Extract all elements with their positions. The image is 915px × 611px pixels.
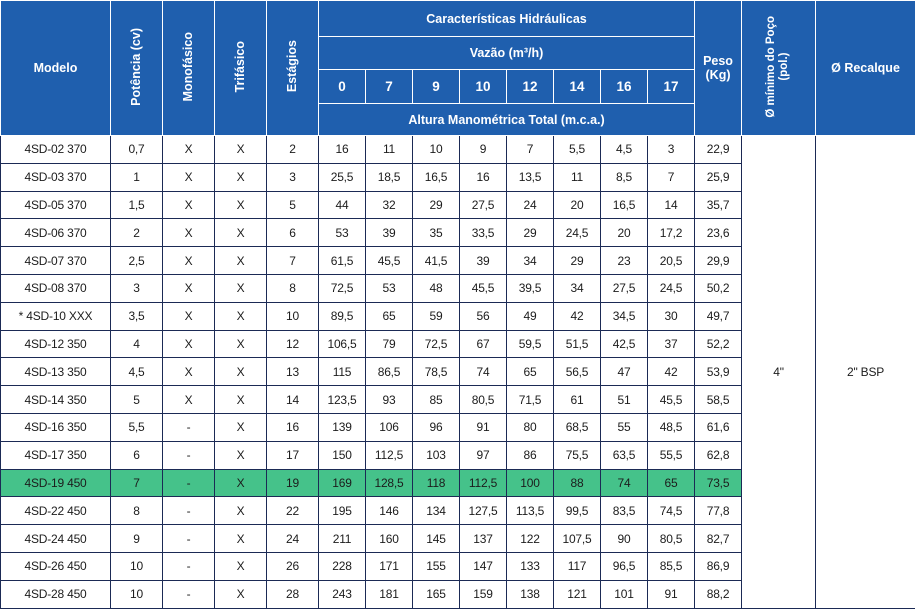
cell-monofasico: X xyxy=(163,219,215,247)
header-caracteristicas-hidraulicas: Características Hidráulicas xyxy=(319,1,695,37)
cell-altura: 25,5 xyxy=(319,163,366,191)
cell-altura: 7 xyxy=(507,136,554,164)
header-recalque: Ø Recalque xyxy=(816,1,915,136)
cell-altura: 106 xyxy=(366,413,413,441)
cell-altura: 32 xyxy=(366,191,413,219)
header-poco-label xyxy=(765,16,791,118)
cell-potencia: 3,5 xyxy=(111,302,163,330)
cell-monofasico: - xyxy=(163,525,215,553)
cell-trifasico: X xyxy=(215,497,267,525)
cell-trifasico: X xyxy=(215,302,267,330)
cell-altura: 17,2 xyxy=(648,219,695,247)
header-estagios xyxy=(267,1,319,136)
cell-altura: 112,5 xyxy=(366,441,413,469)
cell-altura: 51,5 xyxy=(554,330,601,358)
cell-altura: 139 xyxy=(319,413,366,441)
cell-potencia: 5 xyxy=(111,386,163,414)
cell-altura: 20 xyxy=(601,219,648,247)
cell-monofasico: X xyxy=(163,386,215,414)
cell-altura: 5,5 xyxy=(554,136,601,164)
cell-altura: 34,5 xyxy=(601,302,648,330)
table-row xyxy=(1,136,915,164)
cell-monofasico: - xyxy=(163,413,215,441)
cell-altura: 65 xyxy=(366,302,413,330)
cell-altura: 20 xyxy=(554,191,601,219)
cell-trifasico: X xyxy=(215,136,267,164)
header-flow-7: 17 xyxy=(648,70,695,104)
cell-monofasico: - xyxy=(163,469,215,497)
cell-altura: 16 xyxy=(319,136,366,164)
cell-altura: 42,5 xyxy=(601,330,648,358)
cell-estagios: 26 xyxy=(267,552,319,580)
cell-altura: 113,5 xyxy=(507,497,554,525)
cell-altura: 75,5 xyxy=(554,441,601,469)
cell-altura: 90 xyxy=(601,525,648,553)
cell-altura: 134 xyxy=(413,497,460,525)
header-potencia xyxy=(111,1,163,136)
table-body xyxy=(1,136,915,609)
cell-altura: 86,5 xyxy=(366,358,413,386)
cell-monofasico: X xyxy=(163,274,215,302)
cell-altura: 34 xyxy=(554,274,601,302)
cell-altura: 29 xyxy=(507,219,554,247)
header-poco xyxy=(742,1,816,136)
cell-altura: 48 xyxy=(413,274,460,302)
cell-potencia: 6 xyxy=(111,441,163,469)
cell-estagios: 6 xyxy=(267,219,319,247)
cell-altura: 91 xyxy=(460,413,507,441)
cell-altura: 42 xyxy=(648,358,695,386)
cell-altura: 159 xyxy=(460,580,507,608)
cell-trifasico: X xyxy=(215,441,267,469)
cell-altura: 27,5 xyxy=(460,191,507,219)
cell-modelo: 4SD-02 370 xyxy=(1,136,111,164)
cell-potencia: 9 xyxy=(111,525,163,553)
cell-altura: 61 xyxy=(554,386,601,414)
cell-altura: 72,5 xyxy=(413,330,460,358)
cell-potencia: 0,7 xyxy=(111,136,163,164)
cell-altura: 29 xyxy=(413,191,460,219)
cell-modelo: 4SD-14 350 xyxy=(1,386,111,414)
cell-modelo: 4SD-26 450 xyxy=(1,552,111,580)
cell-peso: 82,7 xyxy=(695,525,742,553)
cell-altura: 44 xyxy=(319,191,366,219)
cell-potencia: 7 xyxy=(111,469,163,497)
cell-modelo: * 4SD-10 XXX xyxy=(1,302,111,330)
cell-altura: 80,5 xyxy=(460,386,507,414)
cell-altura: 150 xyxy=(319,441,366,469)
cell-estagios: 8 xyxy=(267,274,319,302)
header-peso xyxy=(695,1,742,136)
cell-monofasico: X xyxy=(163,247,215,275)
cell-altura: 228 xyxy=(319,552,366,580)
cell-altura: 24 xyxy=(507,191,554,219)
cell-altura: 79 xyxy=(366,330,413,358)
cell-trifasico: X xyxy=(215,413,267,441)
cell-altura: 147 xyxy=(460,552,507,580)
cell-trifasico: X xyxy=(215,219,267,247)
cell-altura: 121 xyxy=(554,580,601,608)
cell-peso: 88,2 xyxy=(695,580,742,608)
cell-modelo: 4SD-24 450 xyxy=(1,525,111,553)
cell-altura: 20,5 xyxy=(648,247,695,275)
cell-altura: 71,5 xyxy=(507,386,554,414)
cell-altura: 97 xyxy=(460,441,507,469)
cell-altura: 53 xyxy=(366,274,413,302)
cell-altura: 83,5 xyxy=(601,497,648,525)
header-flow-5: 14 xyxy=(554,70,601,104)
header-trifasico xyxy=(215,1,267,136)
cell-altura: 78,5 xyxy=(413,358,460,386)
header-flow-0: 0 xyxy=(319,70,366,104)
cell-peso: 77,8 xyxy=(695,497,742,525)
cell-trifasico: X xyxy=(215,525,267,553)
cell-monofasico: X xyxy=(163,302,215,330)
cell-trifasico: X xyxy=(215,163,267,191)
cell-altura: 34 xyxy=(507,247,554,275)
cell-estagios: 28 xyxy=(267,580,319,608)
cell-estagios: 24 xyxy=(267,525,319,553)
cell-altura: 67 xyxy=(460,330,507,358)
cell-estagios: 12 xyxy=(267,330,319,358)
cell-trifasico: X xyxy=(215,552,267,580)
header-potencia-label: Potência (cv) xyxy=(129,27,144,106)
cell-altura: 56,5 xyxy=(554,358,601,386)
cell-potencia: 1,5 xyxy=(111,191,163,219)
cell-altura: 86 xyxy=(507,441,554,469)
header-flow-2: 9 xyxy=(413,70,460,104)
cell-altura: 16,5 xyxy=(413,163,460,191)
cell-altura: 14 xyxy=(648,191,695,219)
cell-altura: 55,5 xyxy=(648,441,695,469)
cell-estagios: 16 xyxy=(267,413,319,441)
cell-estagios: 2 xyxy=(267,136,319,164)
cell-potencia: 4 xyxy=(111,330,163,358)
cell-monofasico: X xyxy=(163,163,215,191)
cell-altura: 112,5 xyxy=(460,469,507,497)
cell-estagios: 7 xyxy=(267,247,319,275)
header-poco-line1: Ø mínimo do Poço xyxy=(765,15,778,118)
cell-modelo: 4SD-07 370 xyxy=(1,247,111,275)
cell-altura: 74 xyxy=(601,469,648,497)
cell-potencia: 3 xyxy=(111,274,163,302)
cell-altura: 24,5 xyxy=(648,274,695,302)
cell-modelo: 4SD-19 450 xyxy=(1,469,111,497)
cell-altura: 11 xyxy=(554,163,601,191)
cell-altura: 51 xyxy=(601,386,648,414)
cell-modelo: 4SD-16 350 xyxy=(1,413,111,441)
cell-peso: 62,8 xyxy=(695,441,742,469)
cell-altura: 88 xyxy=(554,469,601,497)
cell-altura: 146 xyxy=(366,497,413,525)
cell-altura: 39 xyxy=(460,247,507,275)
cell-altura: 65 xyxy=(507,358,554,386)
cell-modelo: 4SD-17 350 xyxy=(1,441,111,469)
cell-altura: 93 xyxy=(366,386,413,414)
header-flow-1: 7 xyxy=(366,70,413,104)
cell-peso: 35,7 xyxy=(695,191,742,219)
cell-altura: 42 xyxy=(554,302,601,330)
cell-potencia: 1 xyxy=(111,163,163,191)
cell-estagios: 22 xyxy=(267,497,319,525)
cell-altura: 24,5 xyxy=(554,219,601,247)
cell-trifasico: X xyxy=(215,386,267,414)
cell-altura: 74,5 xyxy=(648,497,695,525)
cell-altura: 101 xyxy=(601,580,648,608)
cell-peso: 73,5 xyxy=(695,469,742,497)
cell-altura: 181 xyxy=(366,580,413,608)
cell-altura: 61,5 xyxy=(319,247,366,275)
cell-altura: 39,5 xyxy=(507,274,554,302)
cell-altura: 106,5 xyxy=(319,330,366,358)
cell-altura: 103 xyxy=(413,441,460,469)
cell-peso: 61,6 xyxy=(695,413,742,441)
cell-potencia: 10 xyxy=(111,580,163,608)
cell-trifasico: X xyxy=(215,191,267,219)
cell-altura: 56 xyxy=(460,302,507,330)
cell-altura: 29 xyxy=(554,247,601,275)
cell-peso: 25,9 xyxy=(695,163,742,191)
cell-altura: 160 xyxy=(366,525,413,553)
cell-peso: 58,5 xyxy=(695,386,742,414)
cell-altura: 169 xyxy=(319,469,366,497)
cell-monofasico: X xyxy=(163,191,215,219)
cell-altura: 47 xyxy=(601,358,648,386)
cell-estagios: 3 xyxy=(267,163,319,191)
cell-monofasico: - xyxy=(163,497,215,525)
table-header xyxy=(1,1,915,136)
cell-altura: 72,5 xyxy=(319,274,366,302)
cell-modelo: 4SD-12 350 xyxy=(1,330,111,358)
cell-altura: 37 xyxy=(648,330,695,358)
header-peso-line2: (Kg) xyxy=(705,68,731,82)
cell-altura: 85 xyxy=(413,386,460,414)
cell-modelo: 4SD-06 370 xyxy=(1,219,111,247)
cell-potencia: 10 xyxy=(111,552,163,580)
cell-altura: 10 xyxy=(413,136,460,164)
cell-altura: 39 xyxy=(366,219,413,247)
cell-monofasico: - xyxy=(163,580,215,608)
header-peso-line1: Peso xyxy=(703,54,733,68)
cell-peso: 29,9 xyxy=(695,247,742,275)
cell-altura: 48,5 xyxy=(648,413,695,441)
cell-potencia: 4,5 xyxy=(111,358,163,386)
header-flow-4: 12 xyxy=(507,70,554,104)
cell-altura: 30 xyxy=(648,302,695,330)
cell-modelo: 4SD-28 450 xyxy=(1,580,111,608)
cell-monofasico: X xyxy=(163,358,215,386)
cell-monofasico: - xyxy=(163,441,215,469)
cell-altura: 122 xyxy=(507,525,554,553)
header-estagios-label: Estágios xyxy=(285,40,300,93)
cell-peso: 53,9 xyxy=(695,358,742,386)
cell-trifasico: X xyxy=(215,247,267,275)
cell-modelo: 4SD-03 370 xyxy=(1,163,111,191)
cell-altura: 117 xyxy=(554,552,601,580)
cell-altura: 7 xyxy=(648,163,695,191)
cell-modelo: 4SD-08 370 xyxy=(1,274,111,302)
cell-altura: 53 xyxy=(319,219,366,247)
cell-peso: 50,2 xyxy=(695,274,742,302)
cell-altura: 16,5 xyxy=(601,191,648,219)
cell-altura: 74 xyxy=(460,358,507,386)
cell-altura: 89,5 xyxy=(319,302,366,330)
cell-altura: 4,5 xyxy=(601,136,648,164)
cell-altura: 33,5 xyxy=(460,219,507,247)
cell-altura: 55 xyxy=(601,413,648,441)
cell-altura: 211 xyxy=(319,525,366,553)
header-monofasico xyxy=(163,1,215,136)
cell-altura: 68,5 xyxy=(554,413,601,441)
cell-estagios: 13 xyxy=(267,358,319,386)
cell-potencia: 8 xyxy=(111,497,163,525)
cell-altura: 11 xyxy=(366,136,413,164)
cell-altura: 65 xyxy=(648,469,695,497)
cell-peso: 23,6 xyxy=(695,219,742,247)
cell-peso: 49,7 xyxy=(695,302,742,330)
cell-altura: 96 xyxy=(413,413,460,441)
cell-altura: 133 xyxy=(507,552,554,580)
cell-estagios: 19 xyxy=(267,469,319,497)
cell-altura: 9 xyxy=(460,136,507,164)
cell-altura: 115 xyxy=(319,358,366,386)
cell-altura: 45,5 xyxy=(648,386,695,414)
cell-altura: 145 xyxy=(413,525,460,553)
header-flow-3: 10 xyxy=(460,70,507,104)
cell-trifasico: X xyxy=(215,469,267,497)
cell-potencia: 5,5 xyxy=(111,413,163,441)
header-flow-6: 16 xyxy=(601,70,648,104)
header-altura: Altura Manométrica Total (m.c.a.) xyxy=(319,104,695,136)
cell-altura: 13,5 xyxy=(507,163,554,191)
cell-altura: 96,5 xyxy=(601,552,648,580)
cell-altura: 85,5 xyxy=(648,552,695,580)
cell-monofasico: X xyxy=(163,136,215,164)
cell-trifasico: X xyxy=(215,330,267,358)
cell-monofasico: X xyxy=(163,330,215,358)
cell-peso: 52,2 xyxy=(695,330,742,358)
cell-altura: 137 xyxy=(460,525,507,553)
cell-trifasico: X xyxy=(215,358,267,386)
cell-estagios: 10 xyxy=(267,302,319,330)
header-monofasico-label: Monofásico xyxy=(181,31,196,102)
cell-altura: 123,5 xyxy=(319,386,366,414)
cell-estagios: 14 xyxy=(267,386,319,414)
cell-altura: 45,5 xyxy=(366,247,413,275)
header-trifasico-label: Trifásico xyxy=(233,40,248,93)
cell-estagios: 17 xyxy=(267,441,319,469)
cell-altura: 80 xyxy=(507,413,554,441)
cell-altura: 99,5 xyxy=(554,497,601,525)
cell-altura: 118 xyxy=(413,469,460,497)
cell-altura: 49 xyxy=(507,302,554,330)
cell-modelo: 4SD-05 370 xyxy=(1,191,111,219)
cell-altura: 100 xyxy=(507,469,554,497)
cell-altura: 27,5 xyxy=(601,274,648,302)
cell-estagios: 5 xyxy=(267,191,319,219)
cell-altura: 128,5 xyxy=(366,469,413,497)
cell-altura: 59,5 xyxy=(507,330,554,358)
cell-altura: 127,5 xyxy=(460,497,507,525)
cell-altura: 63,5 xyxy=(601,441,648,469)
cell-altura: 3 xyxy=(648,136,695,164)
cell-altura: 165 xyxy=(413,580,460,608)
cell-altura: 16 xyxy=(460,163,507,191)
cell-potencia: 2,5 xyxy=(111,247,163,275)
cell-trifasico: X xyxy=(215,274,267,302)
cell-altura: 41,5 xyxy=(413,247,460,275)
cell-peso: 22,9 xyxy=(695,136,742,164)
cell-altura: 8,5 xyxy=(601,163,648,191)
cell-altura: 23 xyxy=(601,247,648,275)
cell-monofasico: - xyxy=(163,552,215,580)
header-modelo: Modelo xyxy=(1,1,111,136)
cell-recalque-merged: 2" BSP xyxy=(816,136,915,609)
cell-altura: 18,5 xyxy=(366,163,413,191)
header-poco-line2: (pol.) xyxy=(778,52,791,81)
cell-altura: 80,5 xyxy=(648,525,695,553)
cell-altura: 59 xyxy=(413,302,460,330)
header-vazao: Vazão (m³/h) xyxy=(319,37,695,70)
cell-altura: 243 xyxy=(319,580,366,608)
cell-altura: 107,5 xyxy=(554,525,601,553)
cell-altura: 45,5 xyxy=(460,274,507,302)
cell-altura: 91 xyxy=(648,580,695,608)
cell-potencia: 2 xyxy=(111,219,163,247)
cell-altura: 195 xyxy=(319,497,366,525)
cell-modelo: 4SD-13 350 xyxy=(1,358,111,386)
cell-poco-merged: 4" xyxy=(742,136,816,609)
cell-altura: 171 xyxy=(366,552,413,580)
cell-altura: 138 xyxy=(507,580,554,608)
cell-modelo: 4SD-22 450 xyxy=(1,497,111,525)
cell-trifasico: X xyxy=(215,580,267,608)
cell-altura: 35 xyxy=(413,219,460,247)
cell-altura: 155 xyxy=(413,552,460,580)
cell-peso: 86,9 xyxy=(695,552,742,580)
